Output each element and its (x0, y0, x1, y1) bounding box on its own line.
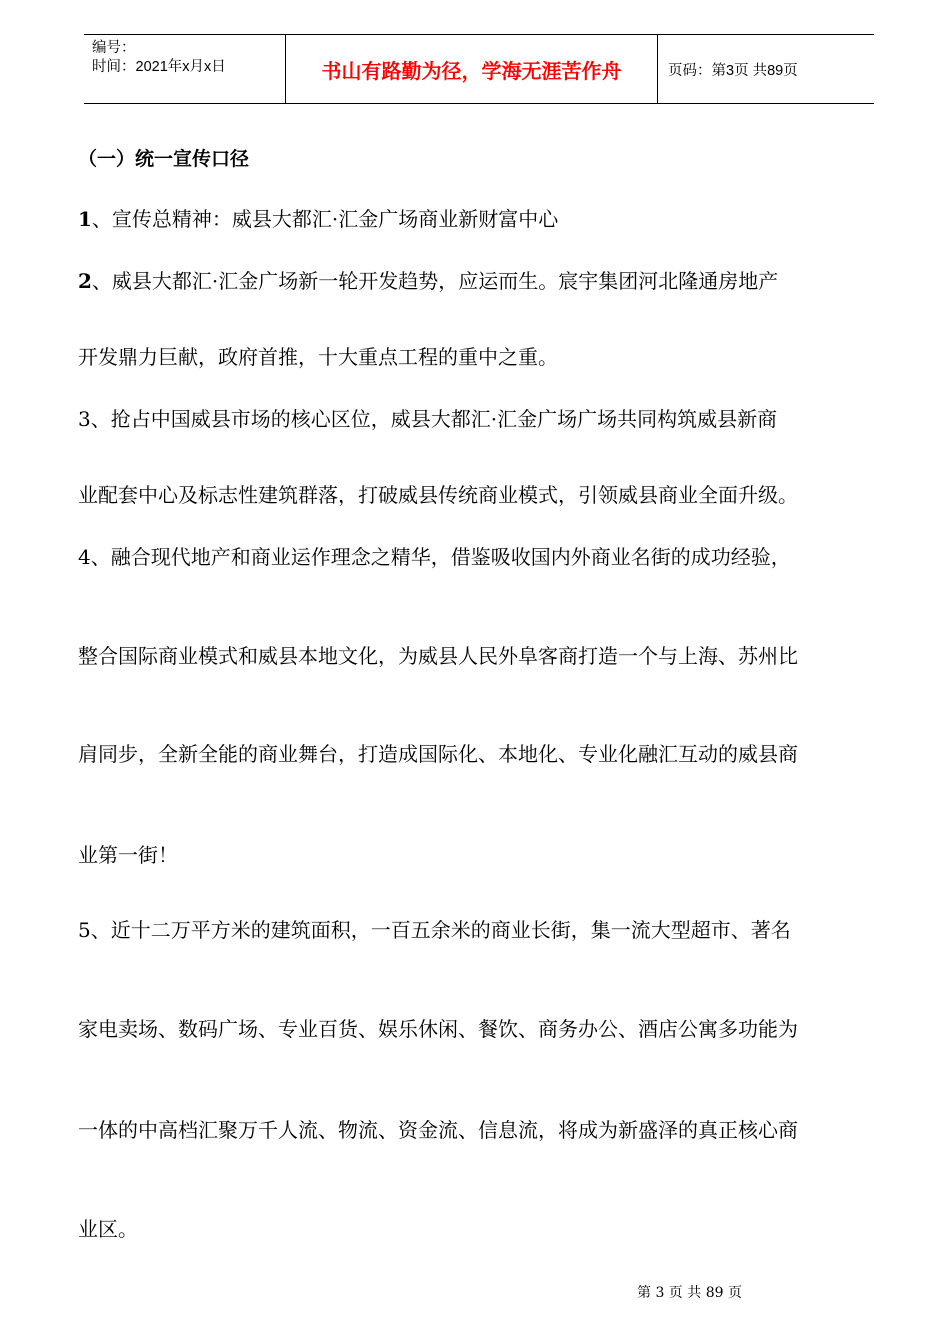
paragraph-1 (78, 206, 558, 232)
header-motto: 书山有路勤为径，学海无涯苦作舟 (286, 35, 658, 103)
header-page-info: 页码：第3页 共89页 (668, 62, 798, 79)
page-header (84, 34, 874, 104)
footer-page-number: 第 3 页 共 89 页 (637, 1285, 742, 1301)
item-number: 2 (78, 269, 92, 293)
date-line: 时间：2021年x月x日 (92, 59, 226, 75)
item-number: 1 (78, 207, 92, 231)
paragraph-5-line-3: 一体的中高档汇聚万千人流、物流、资金流、信息流，将成为新盛泽的真正核心商 (78, 1118, 798, 1142)
paragraph-4-line-2: 整合国际商业模式和威县本地文化，为威县人民外阜客商打造一个与上海、苏州比 (78, 644, 798, 668)
paragraph-text: 、威县大都汇·汇金广场新一轮开发趋势，应运而生。宸宇集团河北隆通房地产 (91, 269, 779, 293)
paragraph-5-line-1: 5、近十二万平方米的建筑面积，一百五余米的商业长街，集一流大型超市、著名 (78, 918, 791, 942)
header-meta-cell (84, 35, 286, 103)
paragraph-4-line-3: 肩同步，全新全能的商业舞台，打造成国际化、本地化、专业化融汇互动的威县商 (78, 742, 798, 766)
paragraph-3-line-1: 3、抢占中国威县市场的核心区位，威县大都汇·汇金广场广场共同构筑威县新商 (78, 407, 778, 431)
paragraph-2-line-1 (78, 268, 778, 294)
section-title: （一）统一宣传口径 (78, 148, 250, 170)
paragraph-5-line-2: 家电卖场、数码广场、专业百货、娱乐休闲、餐饮、商务办公、酒店公寓多功能为 (78, 1017, 798, 1041)
paragraph-5-line-4: 业区。 (78, 1217, 138, 1241)
paragraph-4-line-4: 业第一街！ (78, 843, 178, 867)
paragraph-4-line-1: 4、融合现代地产和商业运作理念之精华，借鉴吸收国内外商业名街的成功经验， (78, 545, 791, 569)
paragraph-text: 、宣传总精神：威县大都汇·汇金广场商业新财富中心 (91, 207, 559, 231)
paragraph-3-line-2: 业配套中心及标志性建筑群落，打破威县传统商业模式，引领威县商业全面升级。 (78, 483, 798, 507)
serial-number-label: 编号： (92, 40, 136, 56)
paragraph-2-line-2: 开发鼎力巨献，政府首推，十大重点工程的重中之重。 (78, 345, 558, 369)
